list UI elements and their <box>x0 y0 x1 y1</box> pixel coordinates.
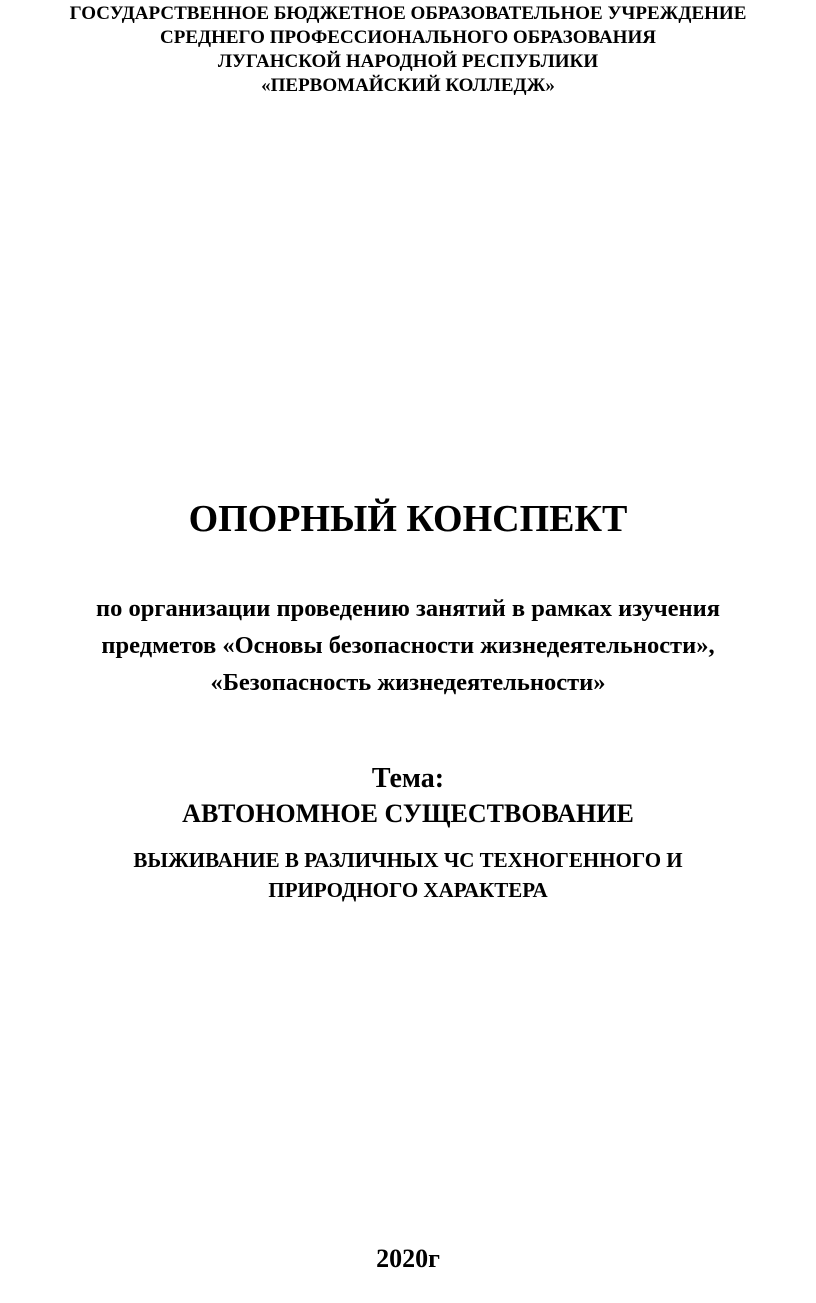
document-title: ОПОРНЫЙ КОНСПЕКТ <box>188 498 628 540</box>
header-line: «ПЕРВОМАЙСКИЙ КОЛЛЕДЖ» <box>261 75 555 96</box>
topic-sub-line: ПРИРОДНОГО ХАРАКТЕРА <box>268 878 548 902</box>
topic-main-heading: АВТОНОМНОЕ СУЩЕСТВОВАНИЕ <box>182 799 634 828</box>
header-line: СРЕДНЕГО ПРОФЕССИОНАЛЬНОГО ОБРАЗОВАНИЯ <box>160 27 656 48</box>
topic-sub-line: ВЫЖИВАНИЕ В РАЗЛИЧНЫХ ЧС ТЕХНОГЕННОГО И <box>133 848 683 872</box>
header-line: ГОСУДАРСТВЕННОЕ БЮДЖЕТНОЕ ОБРАЗОВАТЕЛЬНОЕ УЧРЕЖДЕНИЕ <box>69 3 747 24</box>
topic-label: Тема: <box>371 763 445 794</box>
document-subtitle <box>0 590 816 701</box>
subtitle-line: по организации проведению занятий в рамках изучения <box>95 595 721 622</box>
header-line: ЛУГАНСКОЙ НАРОДНОЙ РЕСПУБЛИКИ <box>217 51 599 72</box>
subtitle-line: «Безопасность жизнедеятельности» <box>210 669 606 696</box>
subtitle-line: предметов «Основы безопасности жизнедеятельности», <box>101 632 715 659</box>
institution-header <box>0 2 816 98</box>
topic-subheading <box>0 845 816 905</box>
document-year: 2020г <box>376 1244 440 1273</box>
